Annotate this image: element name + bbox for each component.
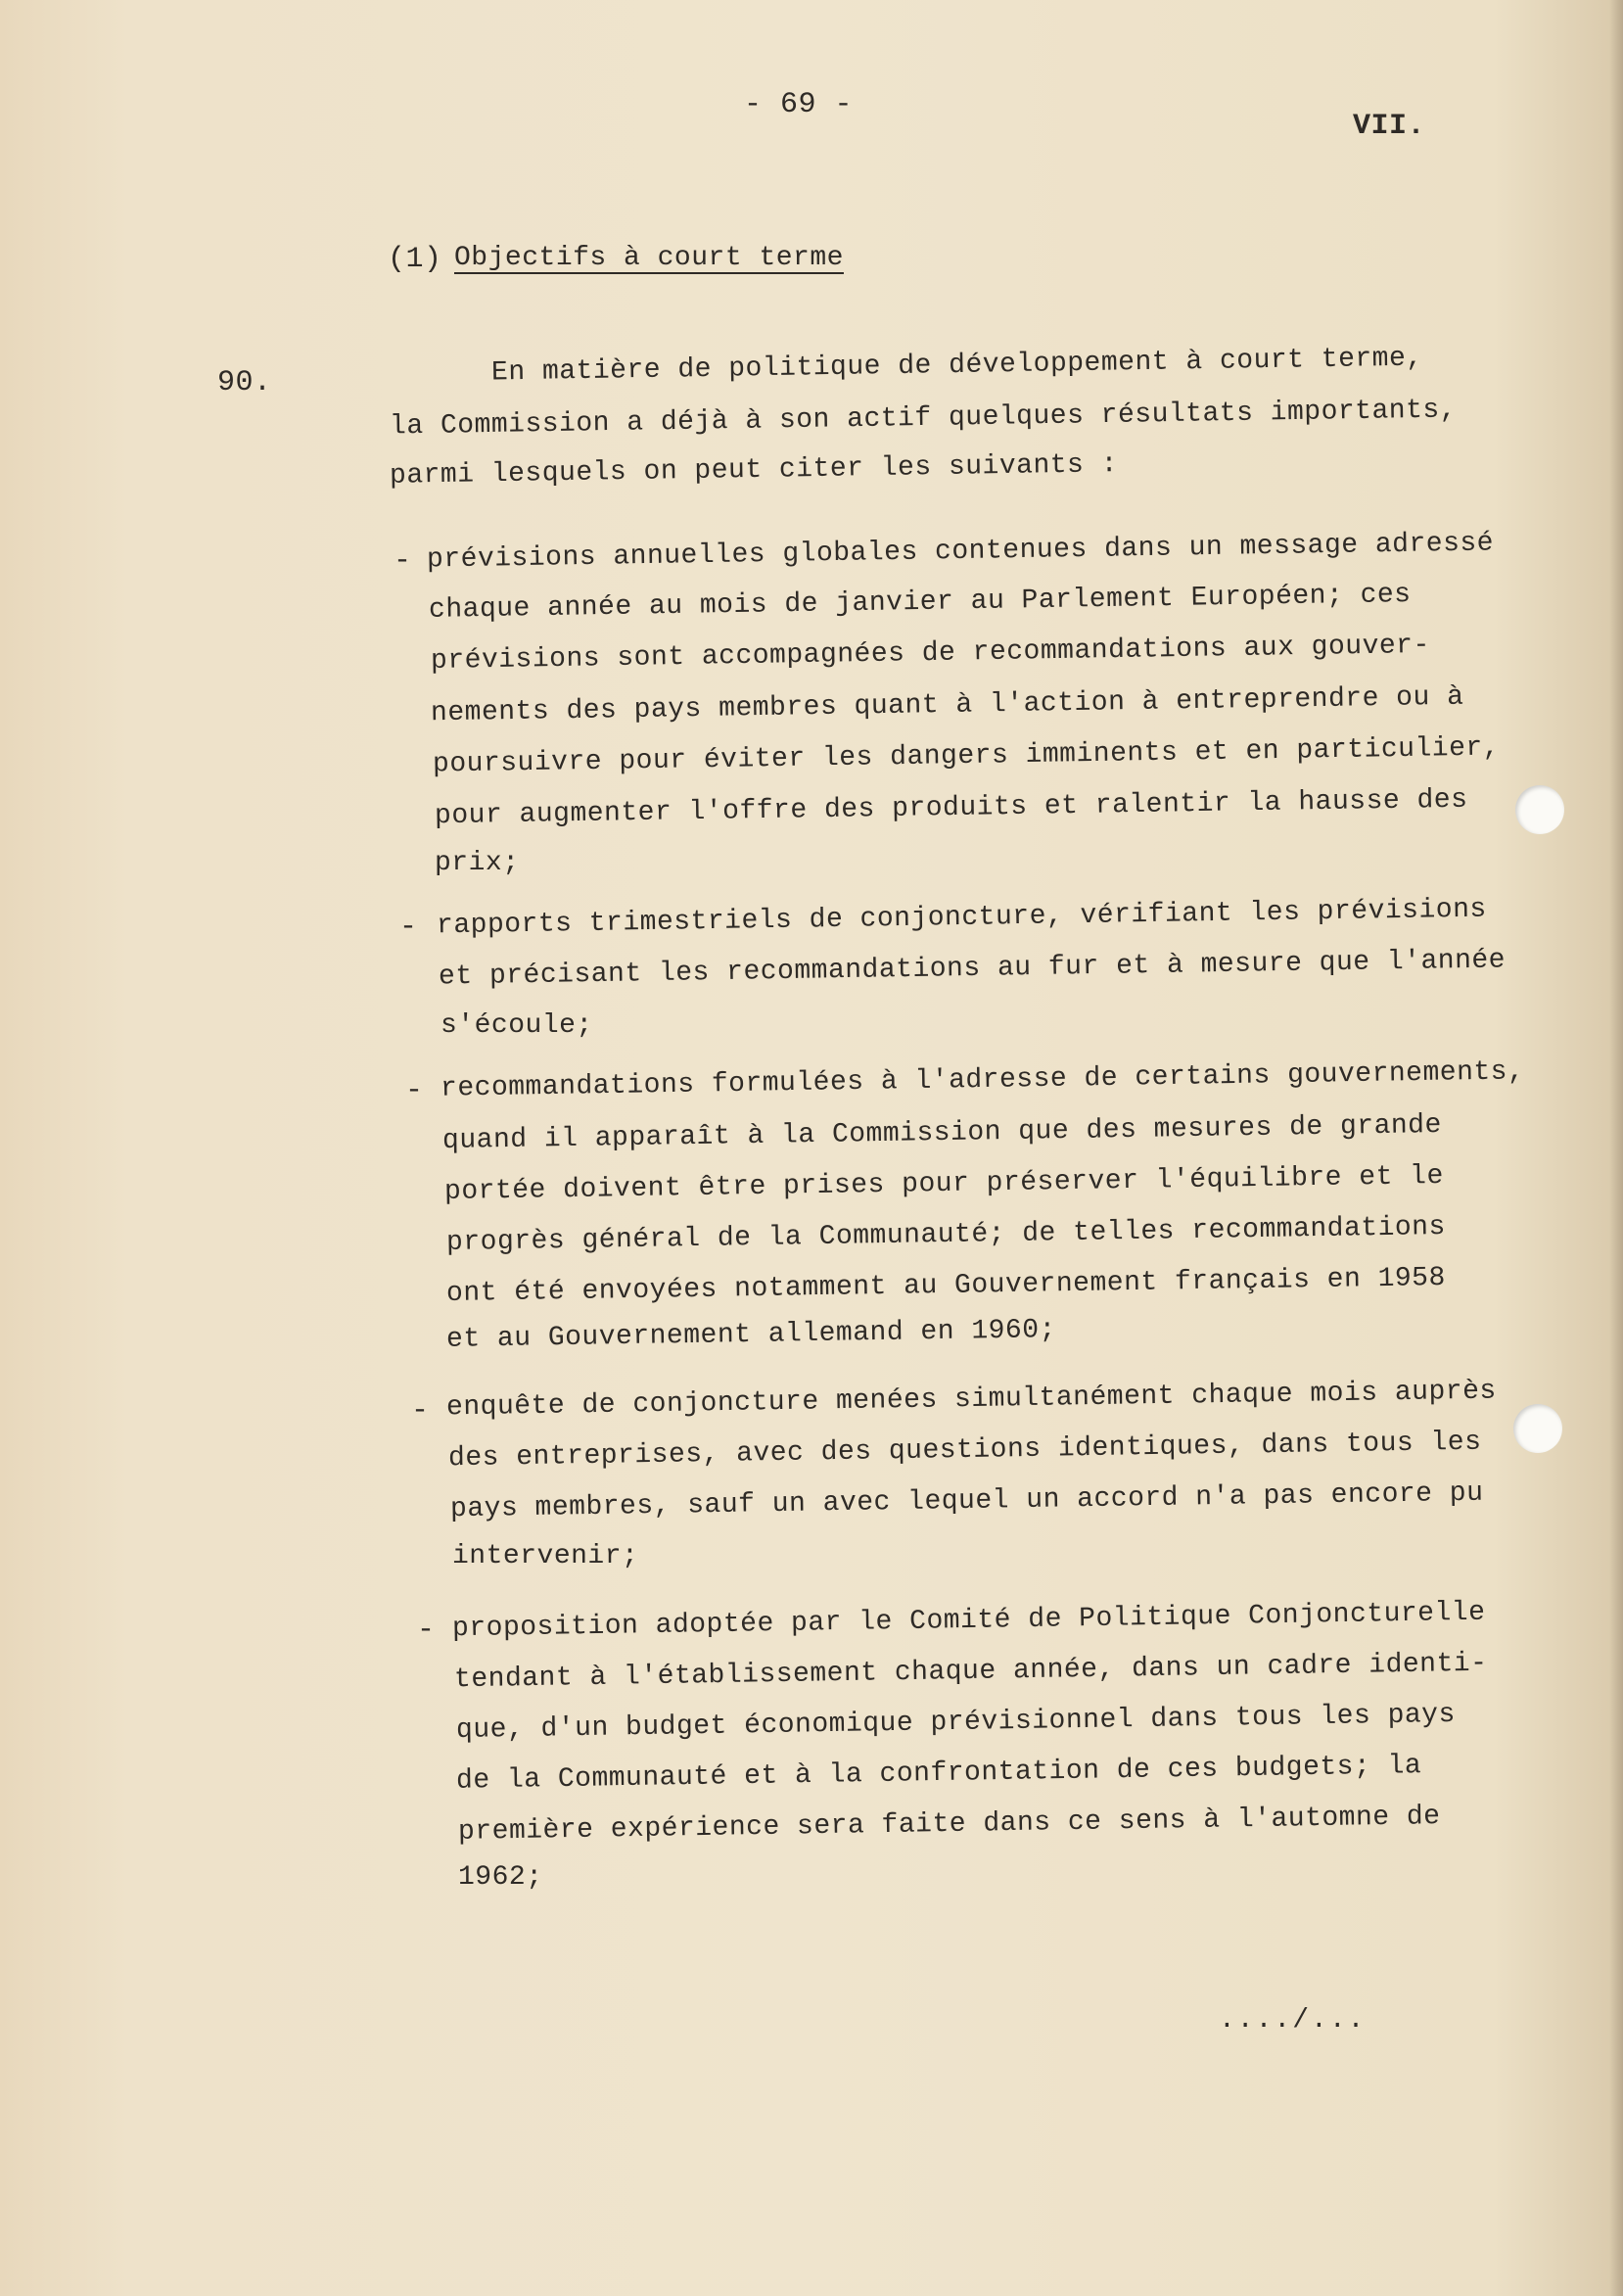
list-item-dash: - [417, 1614, 436, 1647]
list-item-line: de la Communauté et à la confrontation de ces budgets; la [455, 1751, 1422, 1797]
list-item-line: première expérience sera faite dans ce sens à l'automne de [457, 1802, 1441, 1848]
page-edge-shadow [1609, 0, 1623, 2296]
list-item-dash: - [394, 544, 412, 578]
list-item-line: chaque année au mois de janvier au Parlement Européen; ces [428, 580, 1412, 626]
list-item-line: proposition adoptée par le Comité de Politique Conjoncturelle [451, 1597, 1486, 1645]
list-item-line: progrès général de la Communauté; de telles recommandations [445, 1211, 1447, 1259]
intro-line: En matière de politique de développement à court terme, [490, 343, 1423, 389]
list-item-line: ont été envoyées notamment au Gouvernement français en 1958 [445, 1262, 1447, 1310]
list-item-line: pour augmenter l'offre des produits et ralentir la hausse des [434, 784, 1468, 832]
list-item-line: recommandations formulées à l'adresse de certains gouvernements, [440, 1056, 1525, 1104]
list-item-line: prévisions sont accompagnées de recommandations aux gouver- [430, 630, 1431, 678]
list-item-line: que, d'un budget économique prévisionnel dans tous les pays [455, 1699, 1457, 1747]
list-item-line: des entreprises, avec des questions identiques, dans tous les [447, 1427, 1482, 1475]
list-item-line: enquête de conjoncture menées simultanément chaque mois auprès [445, 1376, 1497, 1424]
paragraph-number: 90. [217, 366, 272, 399]
heading-title: Objectifs à court terme [454, 243, 844, 273]
list-item-line: 1962; [458, 1862, 543, 1893]
list-item-line: prévisions annuelles globales contenues dans un message adressé [426, 528, 1495, 576]
list-item-dash: - [411, 1394, 430, 1428]
list-item-line: intervenir; [452, 1541, 639, 1571]
section-label: VII. [1353, 110, 1426, 143]
list-item-line: pays membres, sauf un avec lequel un accord n'a pas encore pu [449, 1477, 1484, 1525]
list-item-dash: - [405, 1074, 424, 1107]
list-item-line: quand il apparaît à la Commission que des mesures de grande [441, 1109, 1443, 1157]
list-item-line: poursuivre pour éviter les dangers imminents et en particulier, [432, 732, 1501, 780]
list-item-line: rapports trimestriels de conjoncture, vérifiant les prévisions [436, 894, 1487, 942]
list-item-line: portée doivent être prises pour préserver l'équilibre et le [443, 1160, 1445, 1208]
list-item-dash: - [399, 911, 418, 944]
page-number: - 69 - [744, 88, 854, 121]
list-item-line: prix; [435, 848, 520, 878]
list-item-line: nements des pays membres quant à l'action à entreprendre ou à [430, 681, 1464, 729]
list-item-line: et au Gouvernement allemand en 1960; [445, 1315, 1057, 1355]
punch-hole [1513, 1404, 1562, 1453]
punch-hole [1515, 785, 1564, 834]
list-item-line: s'écoule; [441, 1010, 593, 1041]
intro-line: la Commission a déjà à son actif quelques résultats importants, [389, 395, 1458, 443]
continuation-mark: ..../... [1219, 2005, 1367, 2036]
list-item-line: tendant à l'établissement chaque année, dans un cadre identi- [453, 1648, 1488, 1696]
heading-number: (1) [388, 243, 442, 276]
intro-line: parmi lesquels on peut citer les suivants : [389, 449, 1119, 492]
list-item-line: et précisant les recommandations au fur et à mesure que l'année [438, 945, 1507, 993]
